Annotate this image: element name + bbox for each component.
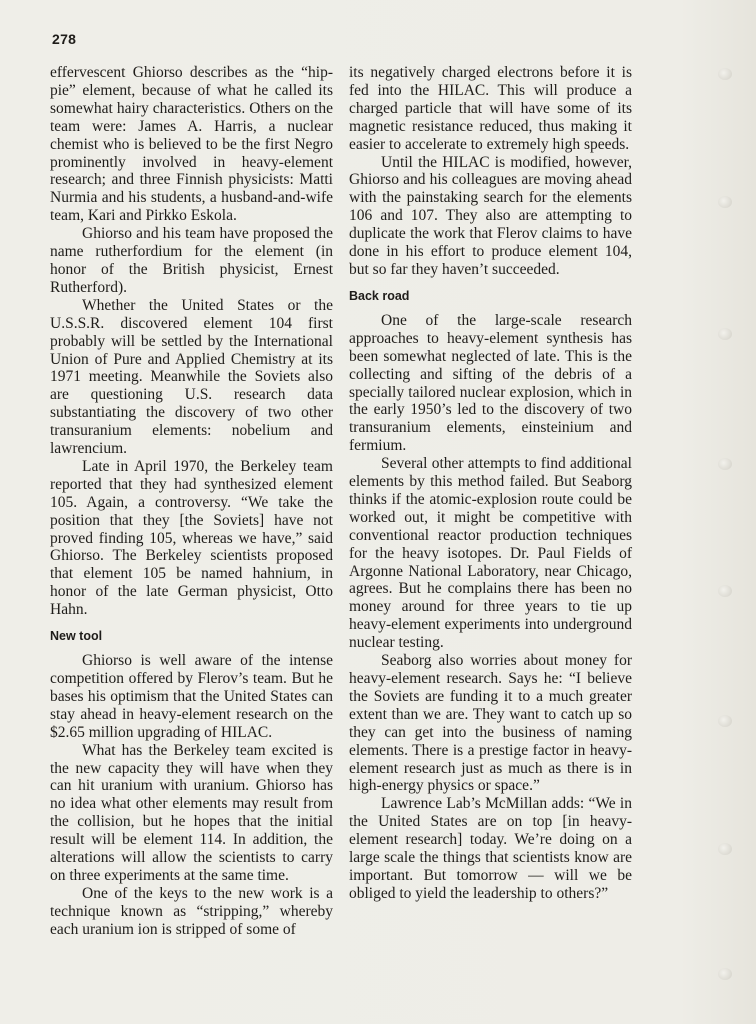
binding-holes <box>718 0 740 1024</box>
binding-hole <box>718 585 732 597</box>
paragraph: effervescent Ghiorso describes as the “hip-pie” element, because of what he called its somewhat hairy characteristics. Others on the team were: James A. Harris, a nuclear chemist who is believed to be the first Negro prominently involved in heavy-element research; and three Finnish physicists: Matti Nurmia and his students, a husband-and-wife team, Kari and Pirkko Eskola. <box>50 64 333 225</box>
paragraph: Late in April 1970, the Berkeley team reported that they had synthesized element 105. Again, a controversy. “We take the position that they [the Soviets] have not proved finding 105, whereas we have,” said Ghiorso. The Berkeley scientists proposed that element 105 be named hahnium, in honor of the late German physicist, Otto Hahn. <box>50 457 333 619</box>
paragraph: Seaborg also worries about money for heavy-element research. Says he: “I believe the Soviets are funding it to a much greater extent than we are. They want to catch up so they can get into the business of naming elements. There is a prestige factor in heavy-element research just as much as there is in high-energy physics or space.” <box>349 652 632 795</box>
binding-hole <box>718 843 732 855</box>
left-column <box>50 64 333 939</box>
binding-hole <box>718 196 732 208</box>
page-number: 278 <box>52 31 77 47</box>
binding-hole <box>718 458 732 470</box>
paragraph: Until the HILAC is modified, however, Ghiorso and his colleagues are moving ahead with the painstaking search for the elements 106 and 107. They also are attempting to duplicate the work that Flerov claims to have done in his effort to produce element 104, but so far they haven’t succeeded. <box>349 153 632 278</box>
binding-hole <box>718 328 732 340</box>
paragraph: its negatively charged electrons before it is fed into the HILAC. This will produce a charged particle that will have some of its magnetic resistance reduced, thus making it easier to accelerate to extremely high speeds. <box>349 64 632 153</box>
right-column <box>349 64 632 903</box>
paragraph: Whether the United States or the U.S.S.R. discovered element 104 first probably will be settled by the International Union of Pure and Applied Chemistry at its 1971 meeting. Meanwhile the Soviets also are questioning U.S. research data substantiating the discovery of two other transuranium elements: nobelium and lawrencium. <box>50 296 333 458</box>
paragraph: Ghiorso and his team have proposed the name rutherfordium for the element (in honor of the British physicist, Ernest Rutherford). <box>50 225 333 296</box>
paragraph: Ghiorso is well aware of the intense competition offered by Flerov’s team. But he bases his optimism that the United States can stay ahead in heavy-element research on the $2.65 million upgrading of HILAC. <box>50 652 333 741</box>
paragraph: Several other attempts to find additional elements by this method failed. But Seaborg thinks if the atomic-explosion route could be worked out, it might be competitive with conventional reactor production techniques for the heavy isotopes. Dr. Paul Fields of Argonne National Laboratory, near Chicago, agrees. But he complains there has been no money around for three years to tie up heavy-element experiments into underground nuclear testing. <box>349 455 632 652</box>
binding-hole <box>718 968 732 980</box>
binding-hole <box>718 715 732 727</box>
paragraph: One of the large-scale research approaches to heavy-element synthesis has been somewhat neglected of late. This is the collecting and sifting of the debris of a specially tailored nuclear explosion, which in the early 1950’s led to the discovery of two transuranium elements, einsteinium and fermium. <box>349 311 632 455</box>
binding-hole <box>718 68 732 80</box>
paragraph: Lawrence Lab’s McMillan adds: “We in the United States are on top [in heavy-element research] today. We’re doing on a large scale the things that scientists know are important. But tomorrow — will we be obliged to yield the leadership to others?” <box>349 795 632 902</box>
paragraph: One of the keys to the new work is a technique known as “stripping,” whereby each uranium ion is stripped of some of <box>50 884 333 938</box>
section-heading-new-tool: New tool <box>50 629 103 644</box>
section-heading-back-road: Back road <box>349 288 410 303</box>
paragraph: What has the Berkeley team excited is the new capacity they will have when they can hit uranium with uranium. Ghiorso has no idea what other elements may result from the collision, but he hopes that the initial result will be element 114. In addition, the alterations will allow the scientists to carry on three experiments at the same time. <box>50 741 333 884</box>
